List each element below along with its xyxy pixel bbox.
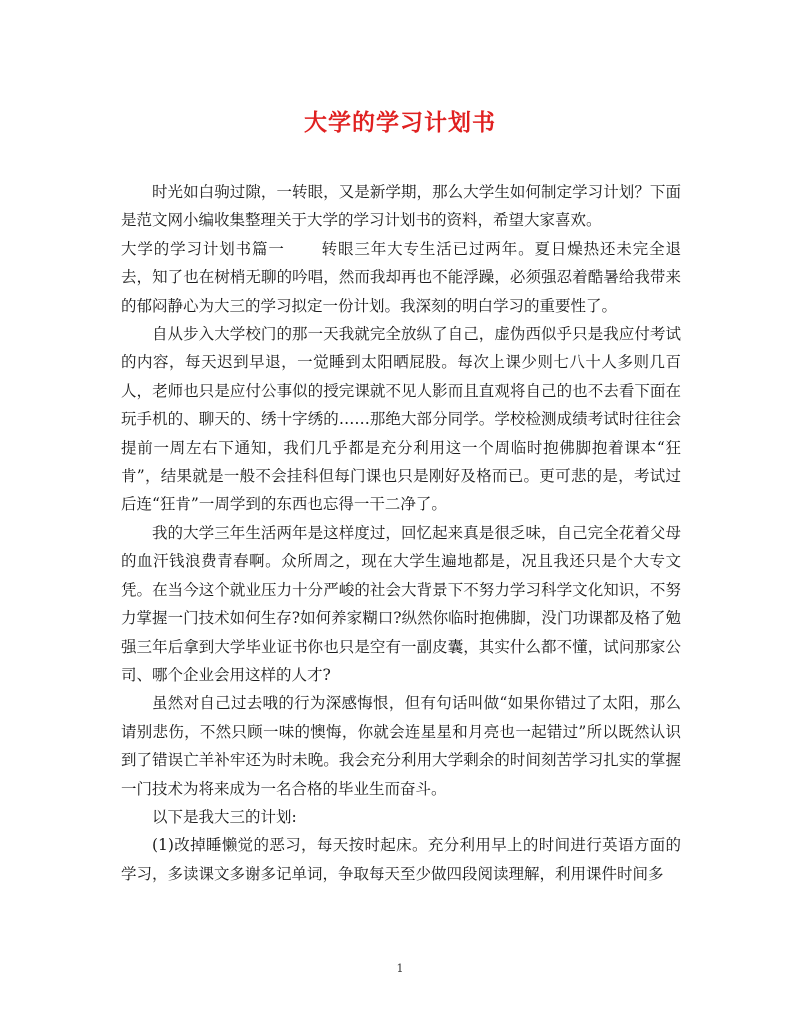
page-number: 1: [396, 962, 404, 975]
section-heading: 大学的学习计划书篇一: [121, 239, 285, 258]
document-title: 大学的学习计划书: [304, 109, 496, 136]
body-paragraph-3: 我的大学三年生活两年是这样度过，回忆起来真是很乏味，自己完全花着父母的血汗钱浪费青春啊。众所周之，现在大学生遍地都是，况且我还只是个大专文凭。在当今这个就业压力十分严峻的社会大背景下不努力学习科学文化知识，不努力掌握一门技术如何生存?如何养家糊口?纵然你临时抱佛脚，没门功课都及格了勉强三年后拿到大学毕业证书你也只是空有一副皮囊，其实什么都不懂，试问那家公司、哪个企业会用这样的人才?: [121, 523, 681, 684]
section-text: 转眼三年大专生活已过两年。夏日燥热还未完全退去，知了也在树梢无聊的吟唱，然而我却再也不能浮躁，必须强忍着酷暑给我带来的郁闷静心为大三的学习拟定一份计划。我深刻的明白学习的重要性了。: [121, 239, 681, 315]
body-paragraph-2: 自从步入大学校门的那一天我就完全放纵了自己，虚伪西似乎只是我应付考试的内容，每天迟到早退，一觉睡到太阳晒屁股。每次上课少则七八十人多则几百人，老师也只是应付公事似的授完课就不见人影而且直观将自己的也不去看下面在玩手机的、聊天的、绣十字绣的……那绝大部分同学。学校检测成绩考试时往往会提前一周左右下通知，我们几乎都是充分利用这一个周临时抱佛脚抱着课本“狂肯”，结果就是一般不会挂科但每门课也只是刚好及格而已。更可悲的是，考试过后连“狂肯”一周学到的东西也忘得一干二净了。: [121, 325, 681, 514]
section-paragraph: [121, 235, 681, 320]
intro-paragraph: 时光如白驹过隙，一转眼，又是新学期，那么大学生如何制定学习计划？下面是范文网小编收集整理关于大学的学习计划书的资料，希望大家喜欢。: [121, 183, 681, 230]
body-paragraph-4: 虽然对自己过去哦的行为深感悔恨，但有句话叫做“如果你错过了太阳，那么请别悲伤，不然只顾一味的懊悔，你就会连星星和月亮也一起错过”所以既然认识到了错误亡羊补牢还为时未晚。我会充分利用大学剩余的时间刻苦学习扎实的掌握一门技术为将来成为一名合格的毕业生而奋斗。: [121, 694, 681, 798]
document-body: [121, 178, 681, 888]
body-paragraph-6: (1)改掉睡懒觉的恶习，每天按时起床。充分利用早上的时间进行英语方面的学习，多读课文多谢多记单词，争取每天至少做四段阅读理解，利用课件时间多: [121, 836, 681, 883]
body-paragraph-5: 以下是我大三的计划:: [152, 807, 297, 826]
